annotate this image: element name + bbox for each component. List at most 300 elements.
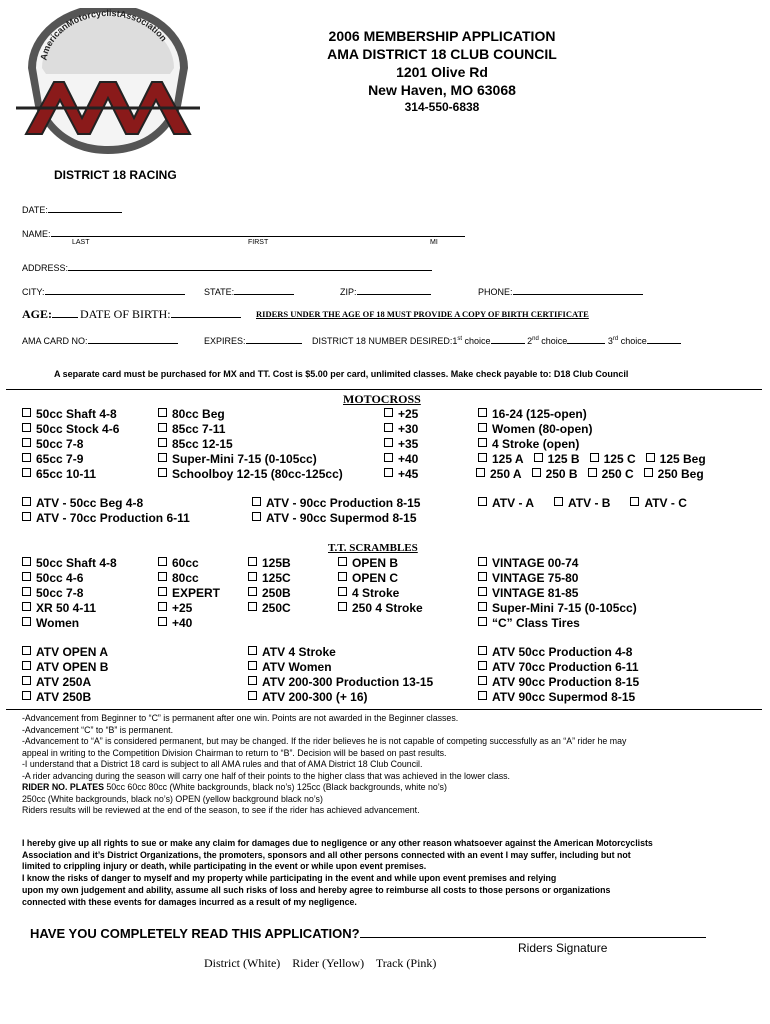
checkbox-icon[interactable] <box>248 661 257 670</box>
option-row <box>158 467 343 482</box>
mx-class-super-mini-7-15-0-105cc[interactable] <box>158 452 317 466</box>
tt-atv-atv-open-b[interactable] <box>22 660 108 674</box>
checkbox-icon[interactable] <box>248 676 257 685</box>
mx-class-16-24-125-open[interactable] <box>478 407 587 421</box>
mx-class-125-c[interactable] <box>590 452 636 466</box>
checkbox-icon[interactable] <box>158 572 167 581</box>
checkbox-icon[interactable] <box>476 468 485 477</box>
ama-logo-icon <box>6 8 206 156</box>
dob-field[interactable]: DATE OF BIRTH: <box>80 307 241 322</box>
option-label: 250 Beg <box>657 467 704 481</box>
checkbox-icon[interactable] <box>248 557 257 566</box>
option-row <box>248 556 291 571</box>
checkbox-icon[interactable] <box>22 676 31 685</box>
tt-class-open-c[interactable] <box>338 571 398 585</box>
checkbox-icon[interactable] <box>22 408 31 417</box>
option-label: +45 <box>398 467 419 481</box>
option-row <box>478 407 592 422</box>
tt-class-125c[interactable] <box>248 571 291 585</box>
org-name: AMA DISTRICT 18 CLUB COUNCIL <box>327 46 557 62</box>
checkbox-icon[interactable] <box>478 572 487 581</box>
expires-field[interactable]: EXPIRES: <box>204 334 302 346</box>
option-label: ATV 250B <box>36 690 92 704</box>
option-label: VINTAGE 81-85 <box>492 586 579 600</box>
option-row <box>478 556 637 571</box>
option-label: 16-24 (125-open) <box>492 407 587 421</box>
tt-class-250-4-stroke[interactable] <box>338 601 423 615</box>
tt-class-50cc-4-6[interactable] <box>22 571 83 585</box>
checkbox-icon[interactable] <box>158 438 167 447</box>
option-row <box>248 571 291 586</box>
motocross-col3 <box>384 407 418 482</box>
checkbox-icon[interactable] <box>22 453 31 462</box>
checkbox-icon[interactable] <box>22 512 31 521</box>
note-line: -A rider advancing during the season will carry one half of their points to the higher class that was achieved in the lower class. <box>22 770 510 781</box>
mx-atv-atv-a[interactable] <box>478 496 534 510</box>
plates-label: RIDER NO. PLATES <box>22 782 104 792</box>
option-row <box>478 675 639 690</box>
checkbox-icon[interactable] <box>478 661 487 670</box>
mx-class-85cc-7-11[interactable] <box>158 422 225 436</box>
checkbox-icon[interactable] <box>158 617 167 626</box>
option-row <box>158 571 220 586</box>
mi-label: MI <box>430 239 438 246</box>
option-label: ATV - 50cc Beg 4-8 <box>36 496 144 510</box>
divider <box>6 389 762 390</box>
option-row <box>252 496 420 511</box>
note-line: -Advancement to “A” is considered permanent, but may be changed. If the rider believes he is not capable of competing successfully as an “A” rider he may <box>22 736 627 746</box>
option-label: 50cc Stock 4-6 <box>36 422 120 436</box>
mx-atv-atv-b[interactable] <box>554 496 610 510</box>
city-field[interactable]: CITY: <box>22 285 185 297</box>
mx-class-schoolboy-12-15-80cc-125cc[interactable] <box>158 467 343 481</box>
option-label: ATV 90cc Production 8-15 <box>492 675 640 689</box>
option-label: 50cc 7-8 <box>36 437 84 451</box>
option-label: +35 <box>398 437 419 451</box>
option-label: ATV 250A <box>36 675 92 689</box>
motocross-col4 <box>478 407 592 452</box>
tt-class-xr-50-4-11[interactable] <box>22 601 96 615</box>
mx-class-125-beg[interactable] <box>646 452 706 466</box>
option-label: OPEN C <box>352 571 399 585</box>
tt-atv-atv-250a[interactable] <box>22 675 91 689</box>
option-row <box>22 452 119 467</box>
option-label: Women (80-open) <box>492 422 593 436</box>
section-title: DISTRICT 18 RACING <box>54 168 177 182</box>
motocross-125-row <box>478 452 706 467</box>
mx-atv-atv-70cc-production-6-11[interactable] <box>22 511 190 525</box>
tt-class-250b[interactable] <box>248 586 291 600</box>
tt-atv-atv-200-300-production-13-15[interactable] <box>248 675 433 689</box>
tt-col3 <box>248 556 291 616</box>
checkbox-icon[interactable] <box>158 468 167 477</box>
checkbox-icon[interactable] <box>532 468 541 477</box>
checkbox-icon[interactable] <box>248 587 257 596</box>
option-row <box>384 407 418 422</box>
option-label: 50cc Shaft 4-8 <box>36 556 117 570</box>
tt-class-women[interactable] <box>22 616 79 630</box>
option-row <box>22 616 117 631</box>
copy-distribution: District (White) Rider (Yellow) Track (Pink) <box>204 956 437 970</box>
tt-atv-col3 <box>478 645 639 705</box>
option-row <box>22 437 119 452</box>
checkbox-icon[interactable] <box>384 408 393 417</box>
tt-col2 <box>158 556 220 631</box>
option-label: 4 Stroke (open) <box>492 437 580 451</box>
motocross-col2 <box>158 407 343 482</box>
option-row <box>22 467 119 482</box>
plates-line-2: 250cc (White backgrounds, black no’s) OPEN (yellow background black no’s) <box>22 793 323 804</box>
checkbox-icon[interactable] <box>252 497 261 506</box>
checkbox-icon[interactable] <box>478 453 487 462</box>
tt-class-c-class-tires[interactable] <box>478 616 580 630</box>
last-label: LAST <box>72 239 90 246</box>
checkbox-icon[interactable] <box>478 423 487 432</box>
tt-atv-atv-open-a[interactable] <box>22 645 108 659</box>
checkbox-icon[interactable] <box>478 557 487 566</box>
checkbox-icon[interactable] <box>22 423 31 432</box>
checkbox-icon[interactable] <box>554 497 563 506</box>
checkbox-icon[interactable] <box>22 468 31 477</box>
option-label: EXPERT <box>172 586 221 600</box>
district-number-field[interactable]: DISTRICT 18 NUMBER DESIRED:1st choice 2nd choice 3rd choice <box>312 334 681 346</box>
option-label: 125 Beg <box>659 452 706 466</box>
checkbox-icon[interactable] <box>22 572 31 581</box>
checkbox-icon[interactable] <box>478 497 487 506</box>
checkbox-icon[interactable] <box>158 587 167 596</box>
option-row <box>338 601 423 616</box>
checkbox-icon[interactable] <box>338 602 347 611</box>
checkbox-icon[interactable] <box>22 661 31 670</box>
checkbox-icon[interactable] <box>22 617 31 626</box>
checkbox-icon[interactable] <box>646 453 655 462</box>
option-row <box>384 467 418 482</box>
checkbox-icon[interactable] <box>478 691 487 700</box>
mx-class-women-80-open[interactable] <box>478 422 592 436</box>
option-row <box>22 601 117 616</box>
option-row <box>22 496 190 511</box>
option-row <box>338 586 423 601</box>
checkbox-icon[interactable] <box>384 438 393 447</box>
tt-class-40[interactable] <box>158 616 192 630</box>
tt-atv-col1 <box>22 645 108 705</box>
checkbox-icon[interactable] <box>338 557 347 566</box>
option-label: ATV 50cc Production 4-8 <box>492 645 633 659</box>
tt-class-super-mini-7-15-0-105cc[interactable] <box>478 601 637 615</box>
birth-certificate-note: RIDERS UNDER THE AGE OF 18 MUST PROVIDE A COPY OF BIRTH CERTIFICATE <box>256 309 589 319</box>
mx-class-250-beg[interactable] <box>644 467 704 481</box>
age-field[interactable]: AGE: <box>22 307 78 322</box>
option-row <box>478 601 637 616</box>
option-label: +30 <box>398 422 419 436</box>
motocross-col1 <box>22 407 119 482</box>
option-row <box>158 437 343 452</box>
results-note: Riders results will be reviewed at the end of the season, to see if the rider has achieved advancement. <box>22 805 420 815</box>
option-label: 4 Stroke <box>352 586 400 600</box>
mx-class-65cc-10-11[interactable] <box>22 467 96 481</box>
note-line: -I understand that a District 18 card is subject to all AMA rules and that of AMA District 18 Club Council. <box>22 759 423 769</box>
tt-class-250c[interactable] <box>248 601 291 615</box>
checkbox-icon[interactable] <box>644 468 653 477</box>
option-label: +40 <box>172 616 193 630</box>
mx-class-65cc-7-9[interactable] <box>22 452 83 466</box>
checkbox-icon[interactable] <box>478 587 487 596</box>
tt-atv-atv-women[interactable] <box>248 660 332 674</box>
checkbox-icon[interactable] <box>158 557 167 566</box>
option-row <box>478 586 637 601</box>
tt-class-80cc[interactable] <box>158 571 199 585</box>
option-label: VINTAGE 75-80 <box>492 571 579 585</box>
mx-class-80cc-beg[interactable] <box>158 407 225 421</box>
option-label: ATV OPEN B <box>36 660 109 674</box>
option-label: ATV 4 Stroke <box>262 645 336 659</box>
mx-class-85cc-12-15[interactable] <box>158 437 233 451</box>
option-label: 250 B <box>545 467 578 481</box>
checkbox-icon[interactable] <box>630 497 639 506</box>
option-row <box>338 571 423 586</box>
tt-class-4-stroke[interactable] <box>338 586 399 600</box>
option-row <box>338 556 423 571</box>
option-label: 50cc Shaft 4-8 <box>36 407 117 421</box>
checkbox-icon[interactable] <box>588 468 597 477</box>
checkbox-icon[interactable] <box>22 497 31 506</box>
checkbox-icon[interactable] <box>478 676 487 685</box>
checkbox-icon[interactable] <box>534 453 543 462</box>
option-row <box>248 660 433 675</box>
option-label: OPEN B <box>352 556 399 570</box>
motocross-250-row <box>476 467 704 482</box>
option-label: ATV - B <box>568 496 611 510</box>
option-label: Super-Mini 7-15 (0-105cc) <box>492 601 637 615</box>
first-label: FIRST <box>248 239 269 246</box>
tt-class-open-b[interactable] <box>338 556 398 570</box>
tt-class-125b[interactable] <box>248 556 291 570</box>
tt-atv-atv-70cc-production-6-11[interactable] <box>478 660 639 674</box>
mx-atv-atv-90cc-supermod-8-15[interactable] <box>252 511 417 525</box>
note-line: -Advancement from Beginner to “C” is permanent after one win. Points are not awarded in the Beginner classes. <box>22 713 459 723</box>
waiver-line: limited to crippling injury or death, while participating in the event or while upon event premises. <box>22 861 427 872</box>
waiver-line: connected with these events for damages incurred as a result of my negligence. <box>22 896 357 907</box>
option-row <box>248 645 433 660</box>
mx-atv-atv-c[interactable] <box>630 496 686 510</box>
motocross-atv-mid <box>252 496 420 526</box>
checkbox-icon[interactable] <box>248 646 257 655</box>
option-label: 125B <box>262 556 291 570</box>
checkbox-icon[interactable] <box>590 453 599 462</box>
option-label: ATV 200-300 Production 13-15 <box>262 675 434 689</box>
tt-class-expert[interactable] <box>158 586 220 600</box>
ama-card-field[interactable]: AMA CARD NO: <box>22 334 178 346</box>
address-field[interactable]: ADDRESS: <box>22 261 432 273</box>
checkbox-icon[interactable] <box>22 557 31 566</box>
tt-atv-atv-50cc-production-4-8[interactable] <box>478 645 632 659</box>
checkbox-icon[interactable] <box>158 602 167 611</box>
org-phone: 314-550-6838 <box>404 100 480 114</box>
option-row <box>22 675 108 690</box>
mx-class-125-b[interactable] <box>534 452 580 466</box>
mx-class-50cc-shaft-4-8[interactable] <box>22 407 117 421</box>
option-label: +25 <box>398 407 419 421</box>
option-row <box>478 616 637 631</box>
checkbox-icon[interactable] <box>22 587 31 596</box>
checkbox-icon[interactable] <box>22 602 31 611</box>
note-line: appeal in writing to the Competition Division Chairman to return to “B”. Decision will be based on past results. <box>22 747 447 758</box>
option-row <box>478 690 639 705</box>
motocross-atv-left <box>22 496 190 526</box>
waiver-line: Association and it’s District Organizations, the promoters, sponsors and all other persons connected with an event I may suffer, including but not <box>22 849 631 860</box>
form-title: 2006 MEMBERSHIP APPLICATION <box>328 28 556 44</box>
option-label: ATV OPEN A <box>36 645 109 659</box>
option-row <box>158 422 343 437</box>
checkbox-icon[interactable] <box>478 617 487 626</box>
mx-class-25[interactable] <box>384 407 418 421</box>
tt-col4 <box>338 556 423 616</box>
option-label: ATV Women <box>262 660 332 674</box>
option-row <box>252 511 420 526</box>
option-label: 250 A <box>490 467 522 481</box>
divider <box>6 709 762 710</box>
option-row <box>478 571 637 586</box>
mx-atv-atv-90cc-production-8-15[interactable] <box>252 496 420 510</box>
tt-atv-atv-4-stroke[interactable] <box>248 645 336 659</box>
state-field[interactable]: STATE: <box>204 285 294 297</box>
option-row <box>248 690 433 705</box>
option-row <box>22 645 108 660</box>
option-row <box>478 660 639 675</box>
checkbox-icon[interactable] <box>252 512 261 521</box>
option-row <box>478 645 639 660</box>
tt-col5 <box>478 556 637 631</box>
read-question[interactable]: HAVE YOU COMPLETELY READ THIS APPLICATION? <box>30 926 706 941</box>
option-label: +40 <box>398 452 419 466</box>
option-label: ATV 90cc Supermod 8-15 <box>492 690 636 704</box>
tt-class-50cc-7-8[interactable] <box>22 586 83 600</box>
checkbox-icon[interactable] <box>384 453 393 462</box>
checkbox-icon[interactable] <box>478 408 487 417</box>
option-label: Super-Mini 7-15 (0-105cc) <box>172 452 317 466</box>
mx-class-250-b[interactable] <box>532 467 578 481</box>
mx-class-35[interactable] <box>384 437 418 451</box>
phone-field[interactable]: PHONE: <box>478 285 643 297</box>
mx-class-125-a[interactable] <box>478 452 524 466</box>
tt-class-vintage-00-74[interactable] <box>478 556 578 570</box>
motocross-title: MOTOCROSS <box>343 392 421 406</box>
option-row <box>384 452 418 467</box>
checkbox-icon[interactable] <box>338 587 347 596</box>
checkbox-icon[interactable] <box>22 646 31 655</box>
mx-class-45[interactable] <box>384 467 418 481</box>
waiver-line: I know the risks of danger to myself and my property while participating in the event and while upon event premises and relying <box>22 873 557 884</box>
checkbox-icon[interactable] <box>158 423 167 432</box>
mx-class-30[interactable] <box>384 422 418 436</box>
checkbox-icon[interactable] <box>22 438 31 447</box>
mx-atv-atv-50cc-beg-4-8[interactable] <box>22 496 143 510</box>
option-label: 65cc 7-9 <box>36 452 84 466</box>
zip-field[interactable]: ZIP: <box>340 285 431 297</box>
city-address: New Haven, MO 63068 <box>368 82 516 98</box>
note-line: -Advancement “C” to “B” is permanent. <box>22 724 174 735</box>
option-row <box>158 556 220 571</box>
tt-atv-atv-90cc-supermod-8-15[interactable] <box>478 690 635 704</box>
option-label: 50cc 7-8 <box>36 586 84 600</box>
tt-class-vintage-81-85[interactable] <box>478 586 578 600</box>
tt-atv-col2 <box>248 645 433 705</box>
option-row <box>22 556 117 571</box>
checkbox-icon[interactable] <box>478 438 487 447</box>
checkbox-icon[interactable] <box>248 602 257 611</box>
mx-class-50cc-stock-4-6[interactable] <box>22 422 119 436</box>
svg-text:AmericanMotorcyclistAssociatio: AmericanMotorcyclistAssociation <box>38 8 169 62</box>
option-label: Schoolboy 12-15 (80cc-125cc) <box>172 467 343 481</box>
option-label: ATV - 70cc Production 6-11 <box>36 511 190 525</box>
checkbox-icon[interactable] <box>478 602 487 611</box>
option-row <box>22 586 117 601</box>
tt-atv-atv-200-300-16[interactable] <box>248 690 368 704</box>
option-label: 80cc <box>172 571 199 585</box>
option-row <box>478 422 592 437</box>
mx-class-250-c[interactable] <box>588 467 634 481</box>
checkbox-icon[interactable] <box>248 572 257 581</box>
option-row <box>158 407 343 422</box>
checkbox-icon[interactable] <box>478 646 487 655</box>
option-row <box>248 675 433 690</box>
option-label: 60cc <box>172 556 199 570</box>
checkbox-icon[interactable] <box>384 423 393 432</box>
rules-notes <box>22 713 626 817</box>
mx-class-50cc-7-8[interactable] <box>22 437 83 451</box>
option-label: XR 50 4-11 <box>36 601 97 615</box>
option-row <box>22 422 119 437</box>
tt-class-25[interactable] <box>158 601 192 615</box>
option-label: 250 C <box>601 467 634 481</box>
option-row <box>158 452 343 467</box>
waiver-line: I hereby give up all rights to sue or make any claim for damages due to negligence or any other reason whatsoever against the American Motorcyclists <box>22 838 653 848</box>
option-label: 50cc 4-6 <box>36 571 84 585</box>
option-label: ATV - A <box>492 496 534 510</box>
option-label: 85cc 12-15 <box>172 437 233 451</box>
checkbox-icon[interactable] <box>384 468 393 477</box>
tt-class-50cc-shaft-4-8[interactable] <box>22 556 117 570</box>
tt-class-vintage-75-80[interactable] <box>478 571 578 585</box>
checkbox-icon[interactable] <box>158 408 167 417</box>
tt-col1 <box>22 556 117 631</box>
waiver-line: upon my own judgement and ability, assume all such risks of loss and hereby agree to reimburse all costs to those persons or organizations <box>22 884 611 895</box>
checkbox-icon[interactable] <box>158 453 167 462</box>
option-row <box>248 586 291 601</box>
name-field[interactable]: NAME: <box>22 227 465 239</box>
option-row <box>478 437 592 452</box>
tt-atv-atv-90cc-production-8-15[interactable] <box>478 675 639 689</box>
checkbox-icon[interactable] <box>248 691 257 700</box>
card-notice: A separate card must be purchased for MX and TT. Cost is $5.00 per card, unlimited classes. Make check payable to: D18 Club Council <box>54 369 629 379</box>
option-row <box>22 660 108 675</box>
option-row <box>384 422 418 437</box>
option-label: 125 C <box>603 452 636 466</box>
option-label: ATV - 90cc Production 8-15 <box>266 496 421 510</box>
option-row <box>158 601 220 616</box>
tt-class-60cc[interactable] <box>158 556 199 570</box>
date-field[interactable]: DATE: <box>22 203 122 215</box>
mx-class-4-stroke-open[interactable] <box>478 437 579 451</box>
checkbox-icon[interactable] <box>22 691 31 700</box>
tt-atv-atv-250b[interactable] <box>22 690 91 704</box>
street-address: 1201 Olive Rd <box>396 64 488 80</box>
option-label: 125C <box>262 571 291 585</box>
mx-class-40[interactable] <box>384 452 418 466</box>
mx-class-250-a[interactable] <box>476 467 522 481</box>
checkbox-icon[interactable] <box>338 572 347 581</box>
option-label: 250C <box>262 601 291 615</box>
